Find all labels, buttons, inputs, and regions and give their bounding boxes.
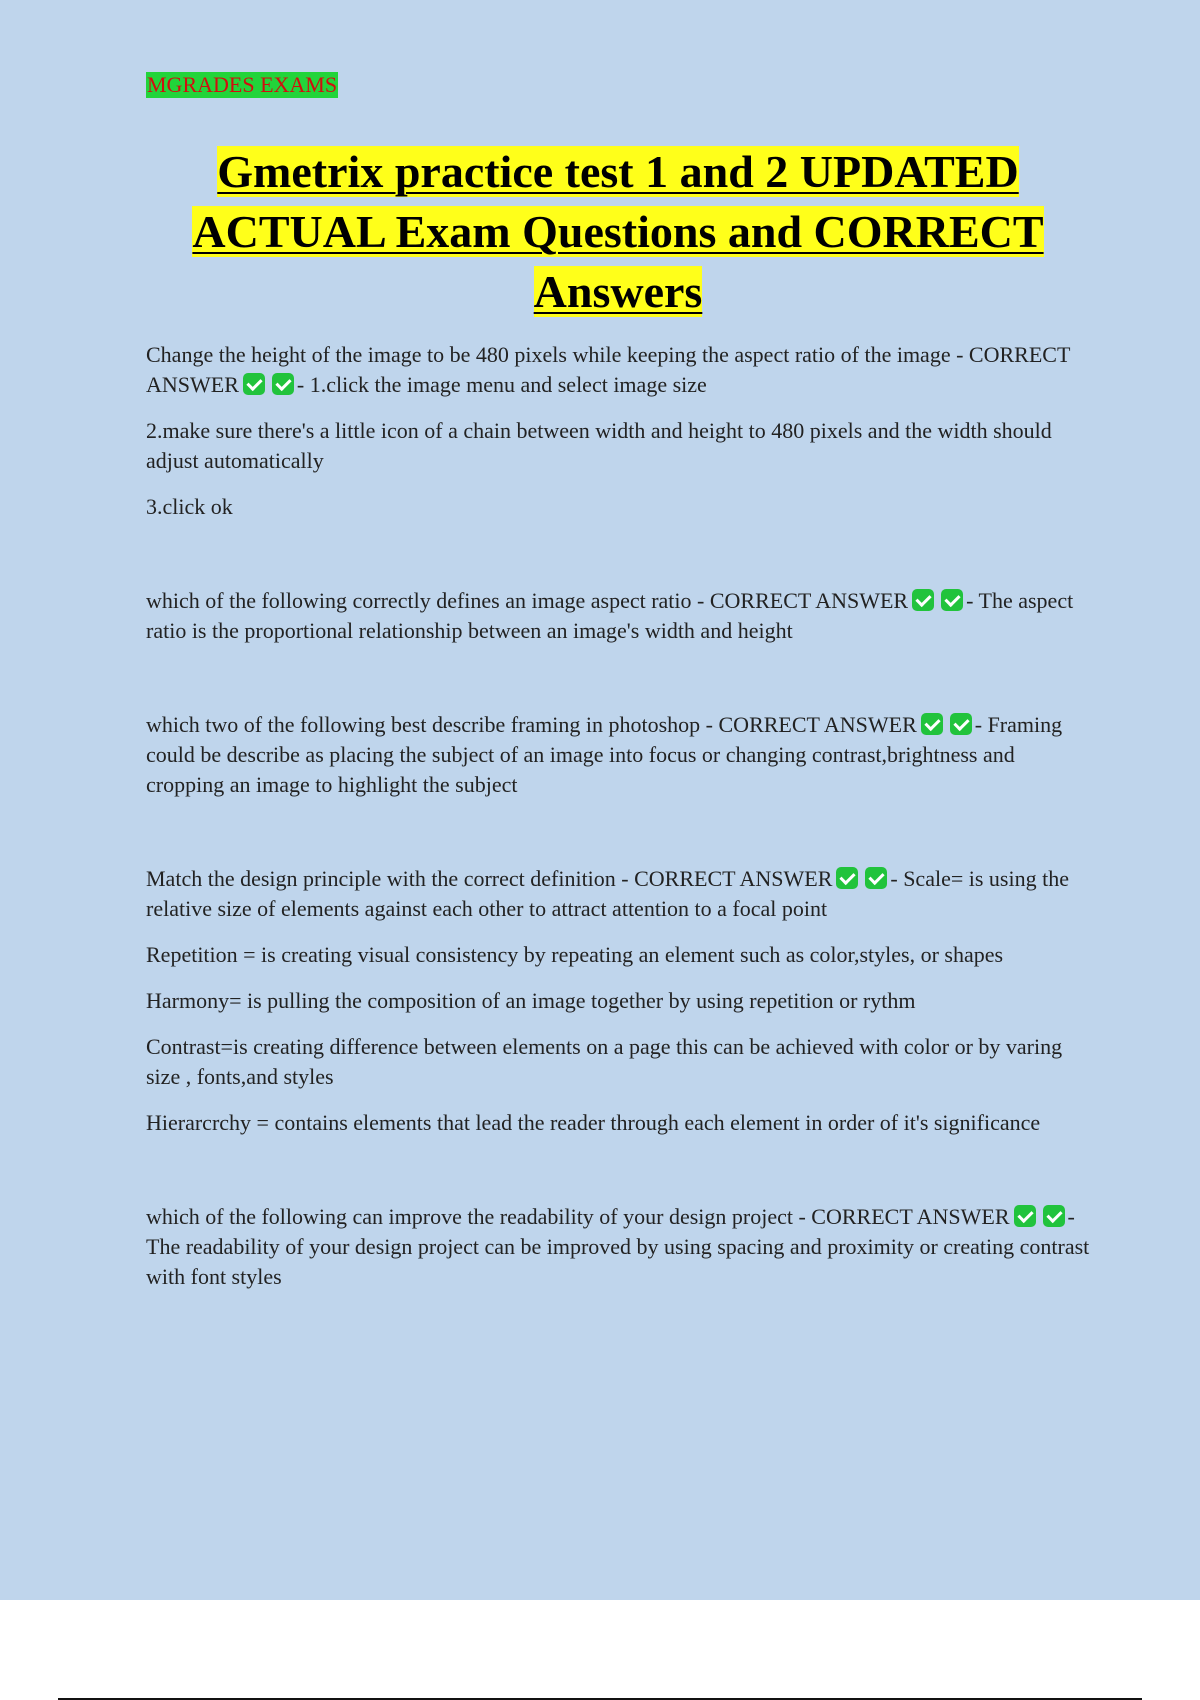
answer-line: 2.make sure there's a little icon of a chain between width and height to 480 pixels and the width should adjust automatically [146,418,1052,473]
check-box-icon [272,373,294,395]
answer-text: - Scale= is using the relative size of elements against each other to attract attention to a focal point [146,866,1069,921]
qa-item [146,1202,1090,1292]
question-text: which of the following can improve the readability of your design project - CORRECT ANSWER [146,1204,1010,1229]
question-text: Change the height of the image to be 480 pixels while keeping the aspect ratio of the image - CORRECT ANSWER [146,342,1070,397]
qa-list [146,340,1090,1292]
check-box-icon [912,589,934,611]
document-content [146,72,1090,1308]
answer-line: Repetition = is creating visual consistency by repeating an element such as color,styles, or shapes [146,942,1004,967]
answer-text: - Framing could be describe as placing the subject of an image into focus or changing contrast,brightness and cropping an image to highlight the subject [146,712,1063,797]
question-text: which of the following correctly defines an image aspect ratio - CORRECT ANSWER [146,588,909,613]
qa-question-paragraph [146,340,1090,400]
answer-text: - The aspect ratio is the proportional relationship between an image's width and height [146,588,1074,643]
document-title [146,142,1090,322]
answer-line: 3.click ok [146,494,233,519]
check-box-icon [1043,1205,1065,1227]
qa-question-paragraph [146,1202,1090,1292]
qa-item [146,864,1090,1138]
qa-question-paragraph [146,710,1090,800]
qa-item [146,586,1090,646]
answer-text: - The readability of your design project can be improved by using spacing and proximity or creating contrast with font styles [146,1204,1090,1289]
question-text: Match the design principle with the correct definition - CORRECT ANSWER [146,866,833,891]
question-text: which two of the following best describe framing in photoshop - CORRECT ANSWER [146,712,917,737]
answer-line: Contrast=is creating difference between elements on a page this can be achieved with color or by varing size , fonts,and styles [146,1034,1063,1089]
qa-item [146,340,1090,522]
answer-line: Hierarcrchy = contains elements that lead the reader through each element in order of it's significance [146,1110,1041,1135]
brand-label: MGRADES EXAMS [147,72,338,97]
title-line-2: ACTUAL Exam Questions and CORRECT [192,206,1044,257]
answer-text: - 1.click the image menu and select image size [296,372,707,397]
check-box-icon [836,867,858,889]
check-box-icon [921,713,943,735]
title-line-1: Gmetrix practice test 1 and 2 UPDATED [217,146,1019,197]
answer-line: Harmony= is pulling the composition of an image together by using repetition or rythm [146,988,916,1013]
qa-question-paragraph [146,586,1090,646]
qa-question-paragraph [146,864,1090,924]
title-line-3: Answers [533,266,703,317]
check-box-icon [243,373,265,395]
check-box-icon [865,867,887,889]
qa-item [146,710,1090,800]
check-box-icon [941,589,963,611]
check-box-icon [950,713,972,735]
check-box-icon [1014,1205,1036,1227]
